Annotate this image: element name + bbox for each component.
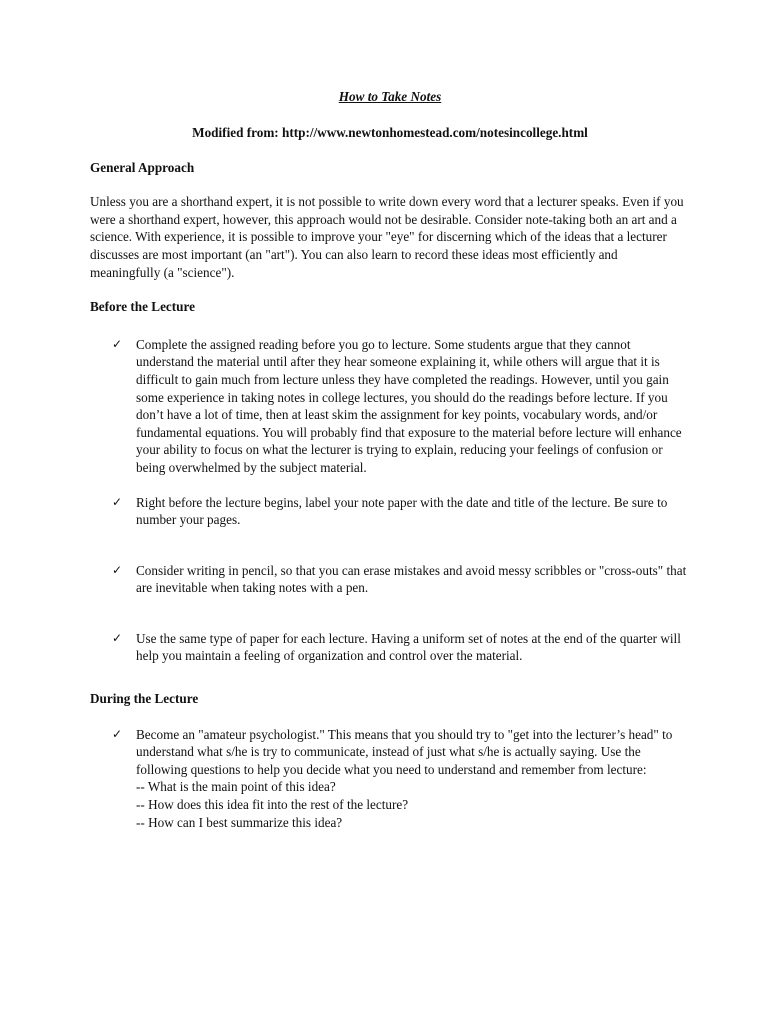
list-item-text: Consider writing in pencil, so that you can erase mistakes and avoid messy scribbles or "cross-outs" that are inevitable when taking notes with a pen. [136,562,687,596]
before-lecture-list [90,336,690,665]
check-mark-icon: ✓ [112,630,123,645]
list-item-text: Become an "amateur psychologist." This means that you should try to "get into the lecturer’s head" to understand what s/he is try to communicate, instead of just what s/he is actually saying. Use the following questions to help you decide what you need to understand and remember from lecture: [136,726,673,777]
question-line: -- What is the main point of this idea? [136,779,336,795]
check-mark-icon: ✓ [112,494,123,509]
list-item [90,336,690,477]
list-item [90,562,690,597]
question-line: -- How does this idea fit into the rest of the lecture? [136,797,409,813]
question-line: -- How can I best summarize this idea? [136,814,343,830]
list-item-text: Complete the assigned reading before you go to lecture. Some students argue that they cannot understand the material until after they hear someone explaining it, while others will argue that it is difficult to gain much from lecture unless they have completed the readings. However, until you gain some experience in taking notes in college lectures, you should do the readings before lecture. If you don’t have a lot of time, then at least skim the assignment for key points, vocabulary words, and/or fundamental equations. You will probably find that exposure to the material before lecture will enhance your ability to focus on what the lecturer is trying to explain, reducing your feelings of confusion or being overwhelmed by the subject material. [136,336,682,475]
list-item [90,726,690,832]
check-mark-icon: ✓ [112,336,123,351]
document-title: How to Take Notes [338,89,442,104]
document-page [90,88,690,831]
heading-before-lecture: Before the Lecture [90,299,195,315]
general-approach-paragraph: Unless you are a shorthand expert, it is not possible to write down every word that a lecturer speaks. Even if you were a shorthand expert, however, this approach would not be desirable. Consider note-taking both an art and a science. With experience, it is possible to improve your "eye" for discerning which of the ideas that a lecturer discusses are most important (an "art"). You can also learn to record these ideas most efficiently and meaningfully (a "science"). [90,194,684,280]
during-lecture-list [90,726,690,832]
heading-during-lecture: During the Lecture [90,691,199,707]
check-mark-icon: ✓ [112,726,123,741]
source-line: Modified from: http://www.newtonhomestead.com/notesincollege.html [192,125,588,140]
list-item [90,494,690,529]
check-mark-icon: ✓ [112,562,123,577]
list-item-text: Right before the lecture begins, label your note paper with the date and title of the lecture. Be sure to number your pages. [136,494,668,528]
list-item-text: Use the same type of paper for each lecture. Having a uniform set of notes at the end of the quarter will help you maintain a feeling of organization and control over the material. [136,630,681,664]
list-item [90,630,690,665]
heading-general-approach: General Approach [90,159,195,175]
